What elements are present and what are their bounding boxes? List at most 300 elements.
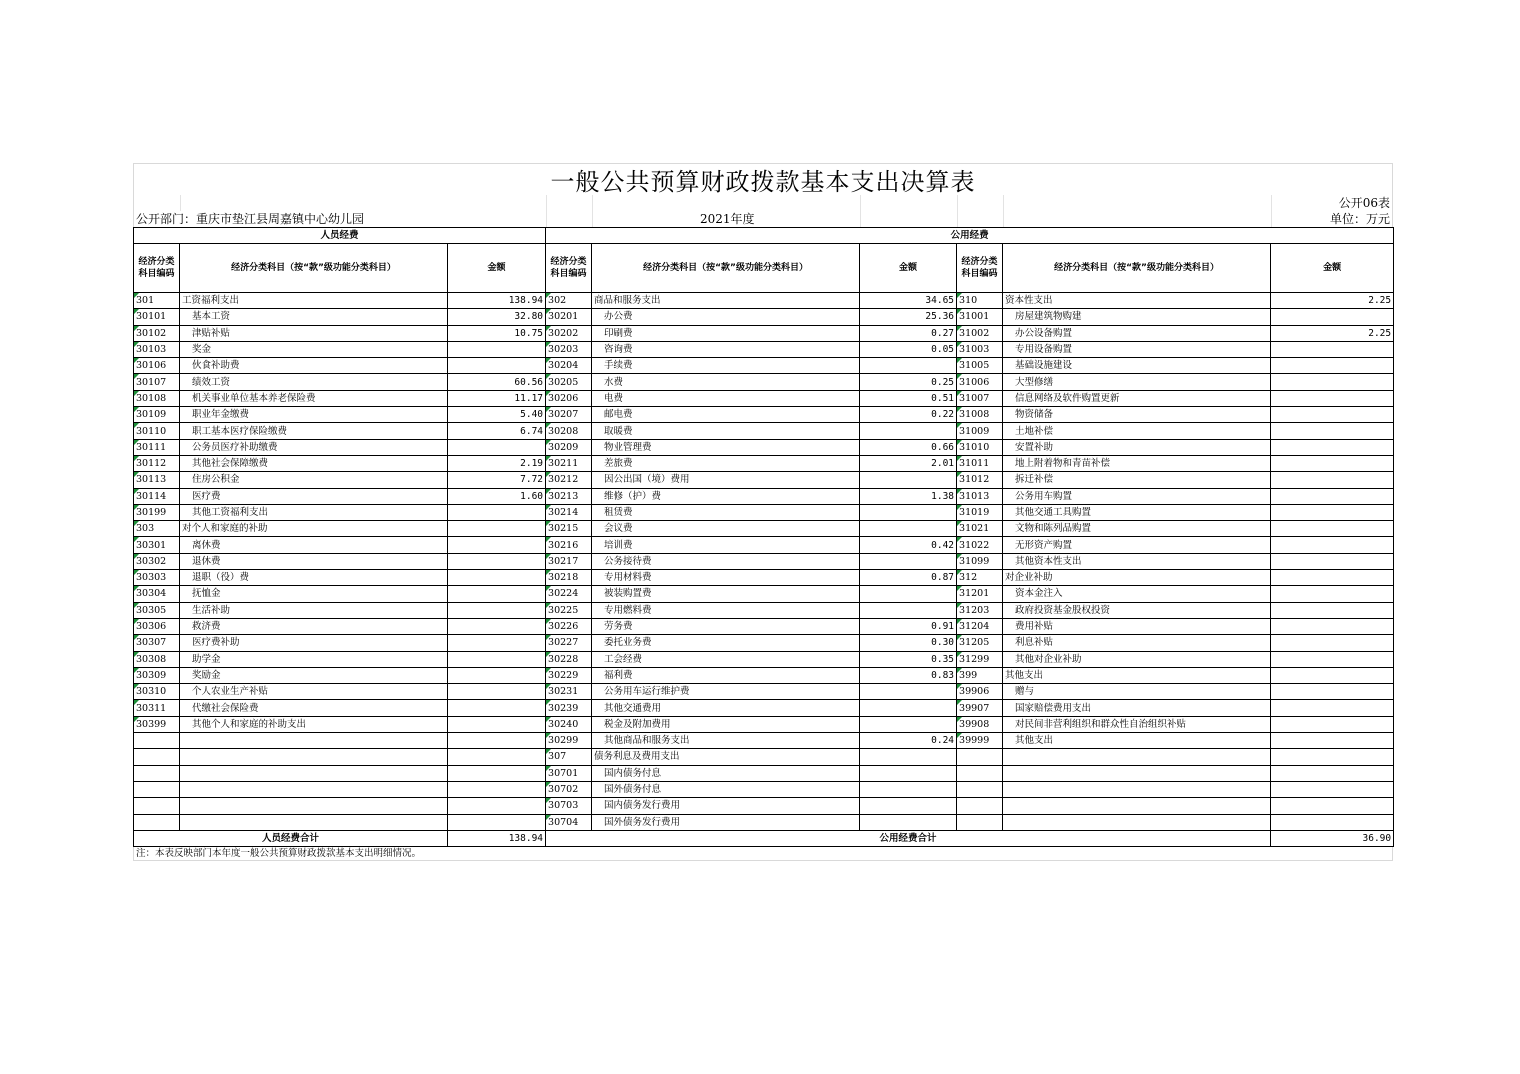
economic-code-text: 31003: [959, 344, 990, 356]
economic-code: [957, 684, 1003, 700]
economic-category-name: 专用设备购置: [1003, 341, 1271, 357]
economic-code-text: 31009: [959, 425, 990, 437]
economic-code-text: 30702: [548, 784, 579, 796]
amount-cell: [1271, 439, 1394, 455]
economic-code: [134, 407, 180, 423]
economic-category-name: 国外债务付息: [592, 781, 860, 797]
table-row: [134, 553, 1394, 569]
cell-indicator-icon: [134, 472, 139, 477]
economic-code-text: 30103: [136, 344, 167, 356]
amount-cell: 5.40: [448, 407, 546, 423]
cell-indicator-icon: [957, 342, 962, 347]
cell-indicator-icon: [546, 472, 551, 477]
economic-code-text: 30229: [548, 669, 579, 681]
economic-code-text: 31203: [959, 604, 990, 616]
economic-code: [134, 504, 180, 520]
economic-code: [957, 798, 1003, 814]
economic-code: [546, 374, 592, 390]
table-code-row: [133, 195, 1393, 211]
economic-code-text: 30231: [548, 686, 579, 698]
economic-category-name: 救济费: [180, 618, 448, 634]
economic-category-name: 商品和服务支出: [592, 293, 860, 309]
economic-category-name: 租赁费: [592, 504, 860, 520]
economic-code-text: 31201: [959, 588, 990, 600]
economic-code: [134, 325, 180, 341]
economic-code-text: 30399: [136, 718, 167, 730]
economic-code: [957, 472, 1003, 488]
economic-category-name: 退职（役）费: [180, 570, 448, 586]
amount-cell: [1271, 684, 1394, 700]
economic-category-name: 机关事业单位基本养老保险费: [180, 390, 448, 406]
cell-indicator-icon: [957, 407, 962, 412]
economic-category-name: 福利费: [592, 667, 860, 683]
economic-code: [134, 439, 180, 455]
economic-code: [957, 651, 1003, 667]
amount-cell: [1271, 765, 1394, 781]
cell-indicator-icon: [957, 489, 962, 494]
cell-indicator-icon: [957, 505, 962, 510]
table-row: [134, 293, 1394, 309]
cell-indicator-icon: [134, 407, 139, 412]
economic-code: [134, 423, 180, 439]
economic-category-name: 公务用车运行维护费: [592, 684, 860, 700]
header-code: 经济分类科目编码: [546, 244, 592, 293]
amount-cell: 0.35: [860, 651, 957, 667]
economic-code: [134, 716, 180, 732]
economic-code-text: 30299: [548, 735, 579, 747]
table-row: [134, 700, 1394, 716]
group-header-personnel: 人员经费: [134, 228, 546, 244]
cell-indicator-icon: [957, 668, 962, 673]
economic-code-text: 30308: [136, 653, 167, 665]
personnel-total-amount: 138.94: [448, 830, 546, 846]
economic-code-text: 30209: [548, 441, 579, 453]
economic-category-name: 赠与: [1003, 684, 1271, 700]
economic-code: [546, 309, 592, 325]
economic-code-text: 31007: [959, 392, 990, 404]
economic-code-text: 30224: [548, 588, 579, 600]
cell-indicator-icon: [546, 440, 551, 445]
economic-code-text: 30112: [136, 458, 167, 470]
amount-cell: [1271, 537, 1394, 553]
economic-code: [546, 798, 592, 814]
cell-indicator-icon: [134, 619, 139, 624]
economic-category-name: 印刷费: [592, 325, 860, 341]
economic-code-text: 39908: [959, 718, 990, 730]
economic-code: [957, 390, 1003, 406]
public-total-amount: 36.90: [1271, 830, 1394, 846]
amount-cell: [1271, 472, 1394, 488]
economic-code-text: 30199: [136, 507, 167, 518]
header-name: 经济分类科目（按“款”级功能分类科目）: [592, 244, 860, 293]
economic-code: [546, 455, 592, 471]
economic-code: [546, 733, 592, 749]
header-code: 经济分类科目编码: [957, 244, 1003, 293]
economic-category-name: 工资福利支出: [180, 293, 448, 309]
economic-code: [134, 765, 180, 781]
economic-category-name: 绩效工资: [180, 374, 448, 390]
cell-indicator-icon: [134, 700, 139, 705]
amount-cell: 0.91: [860, 618, 957, 634]
economic-code-text: 30107: [136, 376, 167, 388]
amount-cell: [448, 504, 546, 520]
table-row: [134, 733, 1394, 749]
cell-indicator-icon: [957, 700, 962, 705]
economic-code: [957, 570, 1003, 586]
amount-cell: 2.19: [448, 455, 546, 471]
table-row: [134, 455, 1394, 471]
economic-code-text: 30113: [136, 474, 167, 486]
cell-indicator-icon: [957, 603, 962, 608]
amount-cell: [448, 733, 546, 749]
amount-cell: [860, 749, 957, 765]
economic-category-name: 拆迁补偿: [1003, 472, 1271, 488]
economic-code-text: 31008: [959, 409, 990, 421]
economic-code-text: 30306: [136, 621, 167, 633]
economic-code-text: 31299: [959, 653, 990, 665]
cell-indicator-icon: [546, 798, 551, 803]
economic-category-name: 利息补贴: [1003, 635, 1271, 651]
table-row: [134, 374, 1394, 390]
report-title: 一般公共预算财政拨款基本支出决算表: [133, 163, 1393, 195]
amount-cell: [448, 700, 546, 716]
cell-indicator-icon: [546, 815, 551, 820]
amount-cell: 0.51: [860, 390, 957, 406]
economic-code: [134, 472, 180, 488]
report-sheet: [133, 163, 1393, 861]
economic-code-text: 31012: [959, 474, 990, 486]
economic-category-name: [180, 733, 448, 749]
economic-code: [134, 667, 180, 683]
cell-indicator-icon: [957, 374, 962, 379]
table-row: [134, 439, 1394, 455]
economic-code-text: 310: [959, 295, 978, 307]
cell-indicator-icon: [134, 586, 139, 591]
economic-code: [546, 651, 592, 667]
cell-indicator-icon: [957, 537, 962, 542]
amount-cell: [860, 716, 957, 732]
cell-indicator-icon: [546, 374, 551, 379]
economic-category-name: 文物和陈列品购置: [1003, 521, 1271, 537]
economic-code-text: 30211: [548, 458, 579, 470]
economic-category-name: [1003, 798, 1271, 814]
economic-category-name: 对个人和家庭的补助: [180, 521, 448, 537]
amount-cell: [1271, 798, 1394, 814]
economic-code-text: 31013: [959, 490, 990, 502]
amount-cell: [448, 651, 546, 667]
cell-indicator-icon: [957, 456, 962, 461]
economic-category-name: 物资储备: [1003, 407, 1271, 423]
cell-indicator-icon: [546, 635, 551, 640]
economic-category-name: 生活补助: [180, 602, 448, 618]
economic-code-text: 30109: [136, 409, 167, 421]
economic-code-text: 30309: [136, 669, 167, 681]
economic-category-name: 离休费: [180, 537, 448, 553]
economic-code-text: 30207: [548, 409, 579, 421]
amount-cell: 0.24: [860, 733, 957, 749]
economic-code: [546, 716, 592, 732]
economic-category-name: 办公设备购置: [1003, 325, 1271, 341]
economic-code-text: 39906: [959, 686, 990, 698]
amount-cell: 60.56: [448, 374, 546, 390]
economic-category-name: 奖励金: [180, 667, 448, 683]
economic-category-name: 其他商品和服务支出: [592, 733, 860, 749]
economic-code-text: 31011: [959, 458, 990, 470]
economic-code: [957, 586, 1003, 602]
economic-code: [546, 341, 592, 357]
economic-code: [546, 618, 592, 634]
economic-code: [134, 635, 180, 651]
economic-category-name: 退休费: [180, 553, 448, 569]
cell-indicator-icon: [546, 766, 551, 771]
amount-cell: [1271, 635, 1394, 651]
cell-indicator-icon: [957, 440, 962, 445]
table-row: [134, 765, 1394, 781]
amount-cell: 0.25: [860, 374, 957, 390]
cell-indicator-icon: [957, 684, 962, 689]
economic-category-name: 政府投资基金股权投资: [1003, 602, 1271, 618]
public-total-label: 公用经费合计: [546, 830, 1271, 846]
economic-code: [957, 814, 1003, 830]
economic-category-name: 公务用车购置: [1003, 488, 1271, 504]
table-row: [134, 798, 1394, 814]
economic-code: [546, 684, 592, 700]
economic-code-text: 30305: [136, 604, 167, 616]
cell-indicator-icon: [134, 635, 139, 640]
cell-indicator-icon: [957, 570, 962, 575]
economic-code: [134, 700, 180, 716]
cell-indicator-icon: [134, 423, 139, 428]
table-row: [134, 537, 1394, 553]
economic-code: [546, 749, 592, 765]
economic-code-text: 30239: [548, 702, 579, 714]
economic-code-text: 30704: [548, 816, 579, 828]
economic-category-name: 奖金: [180, 341, 448, 357]
amount-cell: [1271, 455, 1394, 471]
table-row: [134, 390, 1394, 406]
amount-cell: [448, 521, 546, 537]
amount-cell: [1271, 618, 1394, 634]
amount-cell: 1.60: [448, 488, 546, 504]
amount-cell: [1271, 309, 1394, 325]
economic-code: [957, 602, 1003, 618]
economic-code-text: 31022: [959, 539, 990, 551]
economic-category-name: 公务员医疗补助缴费: [180, 439, 448, 455]
economic-category-name: 国外债务发行费用: [592, 814, 860, 830]
economic-code: [546, 488, 592, 504]
economic-category-name: 医疗费补助: [180, 635, 448, 651]
amount-cell: [448, 537, 546, 553]
amount-cell: 138.94: [448, 293, 546, 309]
cell-indicator-icon: [546, 554, 551, 559]
cell-indicator-icon: [957, 391, 962, 396]
department-label: 公开部门：重庆市垫江县周嘉镇中心幼儿园: [136, 212, 365, 226]
economic-code-text: 30216: [548, 539, 579, 551]
cell-indicator-icon: [957, 635, 962, 640]
amount-cell: [1271, 423, 1394, 439]
economic-code: [134, 358, 180, 374]
economic-code: [134, 749, 180, 765]
table-row: [134, 651, 1394, 667]
amount-cell: [448, 798, 546, 814]
economic-category-name: 税金及附加费用: [592, 716, 860, 732]
economic-category-name: 伙食补助费: [180, 358, 448, 374]
economic-code: [134, 781, 180, 797]
amount-cell: [1271, 341, 1394, 357]
amount-cell: [448, 716, 546, 732]
amount-cell: [860, 472, 957, 488]
economic-category-name: 其他资本性支出: [1003, 553, 1271, 569]
economic-category-name: 医疗费: [180, 488, 448, 504]
economic-category-name: 国内债务付息: [592, 765, 860, 781]
amount-cell: [1271, 358, 1394, 374]
cell-indicator-icon: [134, 440, 139, 445]
amount-cell: 2.25: [1271, 325, 1394, 341]
economic-code: [134, 798, 180, 814]
economic-category-name: 劳务费: [592, 618, 860, 634]
cell-indicator-icon: [134, 456, 139, 461]
economic-code-text: 30102: [136, 327, 167, 339]
economic-code: [957, 309, 1003, 325]
economic-code-text: 30311: [136, 702, 167, 714]
economic-code-text: 30228: [548, 653, 579, 665]
cell-indicator-icon: [546, 326, 551, 331]
economic-code-text: 30201: [548, 311, 579, 323]
economic-code: [546, 667, 592, 683]
economic-category-name: 邮电费: [592, 407, 860, 423]
table-code: 公开06表: [1338, 196, 1390, 210]
cell-indicator-icon: [957, 717, 962, 722]
amount-cell: 0.66: [860, 439, 957, 455]
economic-code-text: 30206: [548, 392, 579, 404]
economic-code-text: 30302: [136, 555, 167, 567]
amount-cell: [1271, 374, 1394, 390]
table-row: [134, 407, 1394, 423]
economic-code-text: 31006: [959, 376, 990, 388]
economic-code: [546, 358, 592, 374]
economic-code: [134, 618, 180, 634]
economic-category-name: 基础设施建设: [1003, 358, 1271, 374]
cell-indicator-icon: [546, 423, 551, 428]
cell-indicator-icon: [546, 619, 551, 624]
amount-cell: [1271, 749, 1394, 765]
economic-category-name: 资本性支出: [1003, 293, 1271, 309]
economic-code: [546, 293, 592, 309]
economic-code-text: 30215: [548, 523, 579, 535]
cell-indicator-icon: [546, 358, 551, 363]
economic-code-text: 30204: [548, 360, 579, 372]
amount-cell: 11.17: [448, 390, 546, 406]
economic-code: [957, 553, 1003, 569]
table-row: [134, 618, 1394, 634]
economic-code-text: 30310: [136, 686, 167, 698]
economic-code: [546, 553, 592, 569]
economic-category-name: 取暖费: [592, 423, 860, 439]
economic-category-name: [1003, 749, 1271, 765]
amount-cell: 34.65: [860, 293, 957, 309]
economic-code: [546, 781, 592, 797]
cell-indicator-icon: [134, 603, 139, 608]
amount-cell: 1.38: [860, 488, 957, 504]
economic-code: [546, 537, 592, 553]
unit-label: 单位：万元: [1329, 212, 1390, 226]
amount-cell: [1271, 570, 1394, 586]
economic-code: [957, 455, 1003, 471]
economic-code: [134, 488, 180, 504]
table-row: [134, 684, 1394, 700]
economic-code: [957, 341, 1003, 357]
economic-category-name: 资本金注入: [1003, 586, 1271, 602]
totals-row: [134, 830, 1394, 846]
amount-cell: 10.75: [448, 325, 546, 341]
table-row: [134, 472, 1394, 488]
cell-indicator-icon: [134, 668, 139, 673]
cell-indicator-icon: [134, 652, 139, 657]
amount-cell: 32.80: [448, 309, 546, 325]
economic-category-name: 安置补助: [1003, 439, 1271, 455]
cell-indicator-icon: [957, 521, 962, 526]
amount-cell: [1271, 733, 1394, 749]
economic-code-text: 30101: [136, 311, 167, 323]
economic-code: [546, 602, 592, 618]
economic-code-text: 31205: [959, 637, 990, 649]
amount-cell: [860, 423, 957, 439]
amount-cell: 2.25: [1271, 293, 1394, 309]
amount-cell: 0.83: [860, 667, 957, 683]
economic-category-name: [1003, 814, 1271, 830]
amount-cell: [1271, 504, 1394, 520]
cell-indicator-icon: [546, 489, 551, 494]
table-row: [134, 358, 1394, 374]
amount-cell: [448, 439, 546, 455]
amount-cell: [860, 798, 957, 814]
cell-indicator-icon: [134, 374, 139, 379]
header-amount: 金额: [860, 244, 957, 293]
cell-indicator-icon: [546, 505, 551, 510]
amount-cell: [1271, 602, 1394, 618]
amount-cell: [860, 358, 957, 374]
header-code: 经济分类科目编码: [134, 244, 180, 293]
amount-cell: [448, 814, 546, 830]
fiscal-year: 2021年度: [700, 212, 755, 226]
cell-indicator-icon: [134, 293, 139, 298]
amount-cell: [860, 553, 957, 569]
table-row: [134, 635, 1394, 651]
table-row: [134, 309, 1394, 325]
economic-code: [134, 651, 180, 667]
economic-code: [134, 341, 180, 357]
economic-category-name: 公务接待费: [592, 553, 860, 569]
cell-indicator-icon: [546, 782, 551, 787]
cell-indicator-icon: [957, 309, 962, 314]
header-name: 经济分类科目（按“款”级功能分类科目）: [1003, 244, 1271, 293]
cell-indicator-icon: [546, 717, 551, 722]
amount-cell: [860, 521, 957, 537]
cell-indicator-icon: [957, 423, 962, 428]
cell-indicator-icon: [546, 603, 551, 608]
cell-indicator-icon: [546, 749, 551, 754]
economic-code: [957, 423, 1003, 439]
economic-code-text: 39907: [959, 702, 990, 714]
economic-category-name: 委托业务费: [592, 635, 860, 651]
header-amount: 金额: [448, 244, 546, 293]
economic-code-text: 30307: [136, 637, 167, 649]
cell-indicator-icon: [546, 521, 551, 526]
amount-cell: [448, 341, 546, 357]
economic-category-name: 其他个人和家庭的补助支出: [180, 716, 448, 732]
economic-code: [957, 358, 1003, 374]
cell-indicator-icon: [546, 570, 551, 575]
